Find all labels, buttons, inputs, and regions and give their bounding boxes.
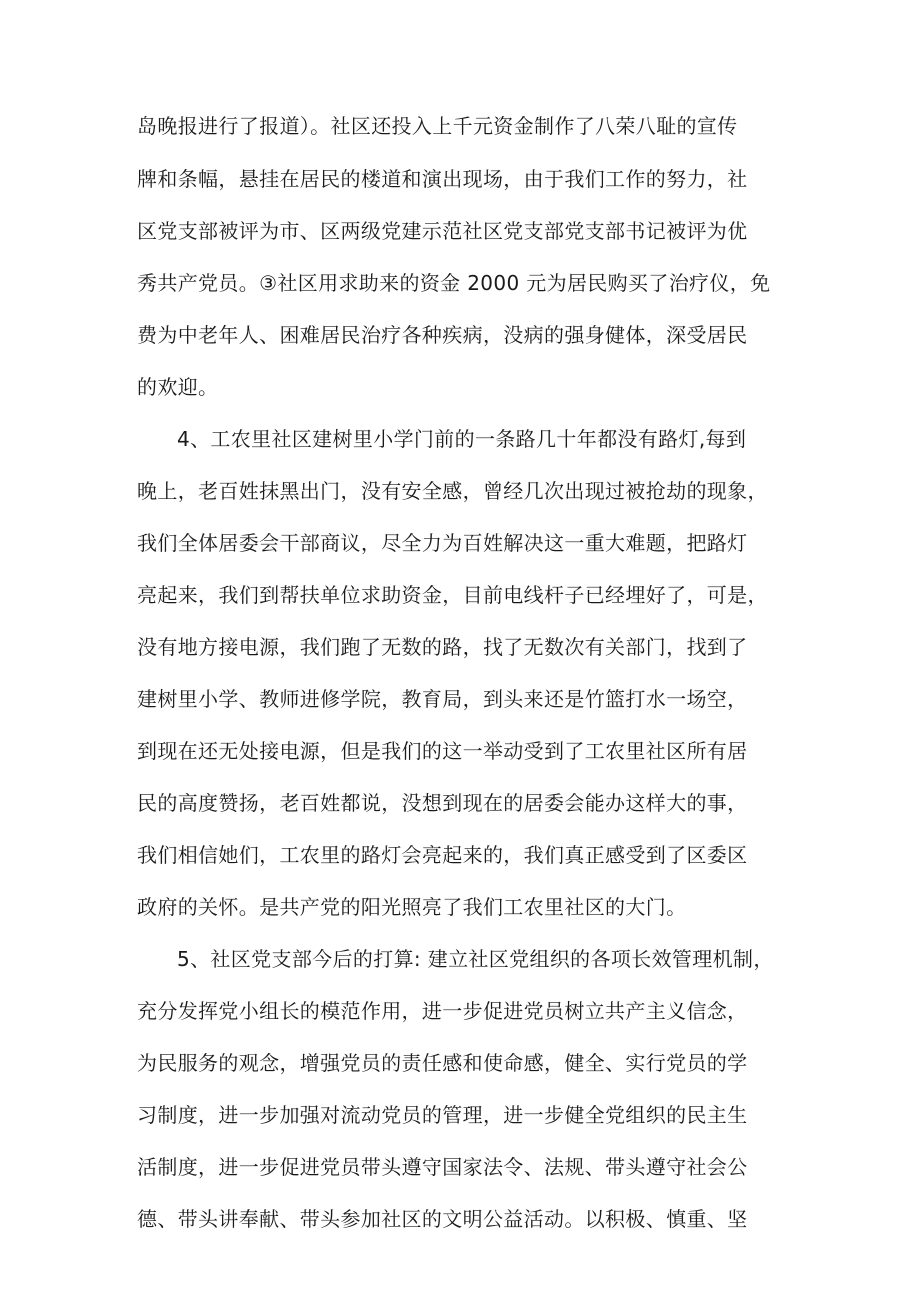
paragraph-1-line-2: 牌和条幅，悬挂在居民的楼道和演出现场，由于我们工作的努力，社 xyxy=(137,167,748,191)
paragraph-2-line-5: 没有地方接电源，我们跑了无数的路，找了无数次有关部门，找到了 xyxy=(137,635,748,659)
paragraph-2-line-6: 建树里小学、教师进修学院，教育局，到头来还是竹篮打水一场空， xyxy=(137,687,748,711)
paragraph-2-line-9: 我们相信她们，工农里的路灯会亮起来的，我们真正感受到了区委区 xyxy=(137,843,748,867)
paragraph-1-line-1: 岛晚报进行了报道）。社区还投入上千元资金制作了八荣八耻的宣传 xyxy=(137,114,738,138)
paragraph-1-line-6: 的欢迎。 xyxy=(137,375,219,399)
paragraph-2-line-4: 亮起来，我们到帮扶单位求助资金，目前电线杆子已经埋好了，可是， xyxy=(137,583,768,607)
paragraph-2-line-8: 民的高度赞扬，老百姓都说，没想到现在的居委会能办这样大的事， xyxy=(137,791,748,815)
paragraph-2-line-10: 政府的关怀。是共产党的阳光照亮了我们工农里社区的大门。 xyxy=(137,895,687,919)
paragraph-3-line-4: 习制度，进一步加强对流动党员的管理，进一步健全党组织的民主生 xyxy=(137,1103,748,1127)
paragraph-1-line-4: 秀共产党员。③社区用求助来的资金 2000 元为居民购买了治疗仪，免 xyxy=(137,271,771,295)
paragraph-3-line-6: 德、带头讲奉献、带头参加社区的文明公益活动。以积极、慎重、坚 xyxy=(137,1207,748,1231)
paragraph-1-line-5: 费为中老年人、困难居民治疗各种疾病，没病的强身健体，深受居民 xyxy=(137,323,748,347)
paragraph-3-line-2: 充分发挥党小组长的模范作用，进一步促进党员树立共产主义信念， xyxy=(137,999,748,1023)
paragraph-3-line-5: 活制度，进一步促进党员带头遵守国家法令、法规、带头遵守社会公 xyxy=(137,1155,748,1179)
paragraph-2-line-3: 我们全体居委会干部商议，尽全力为百姓解决这一重大难题，把路灯 xyxy=(137,531,748,555)
paragraph-2-line-7: 到现在还无处接电源，但是我们的这一举动受到了工农里社区所有居 xyxy=(137,739,748,763)
paragraph-2-line-1: 4、工农里社区建树里小学门前的一条路几十年都没有路灯,每到 xyxy=(177,427,747,451)
paragraph-1-line-3: 区党支部被评为市、区两级党建示范社区党支部党支部书记被评为优 xyxy=(137,219,748,243)
paragraph-3-line-3: 为民服务的观念，增强党员的责任感和使命感，健全、实行党员的学 xyxy=(137,1051,748,1075)
paragraph-2-line-2: 晚上，老百姓抹黑出门，没有安全感，曾经几次出现过被抢劫的现象， xyxy=(137,479,768,503)
paragraph-3-line-1: 5、社区党支部今后的打算: 建立社区党组织的各项长效管理机制， xyxy=(177,947,774,971)
